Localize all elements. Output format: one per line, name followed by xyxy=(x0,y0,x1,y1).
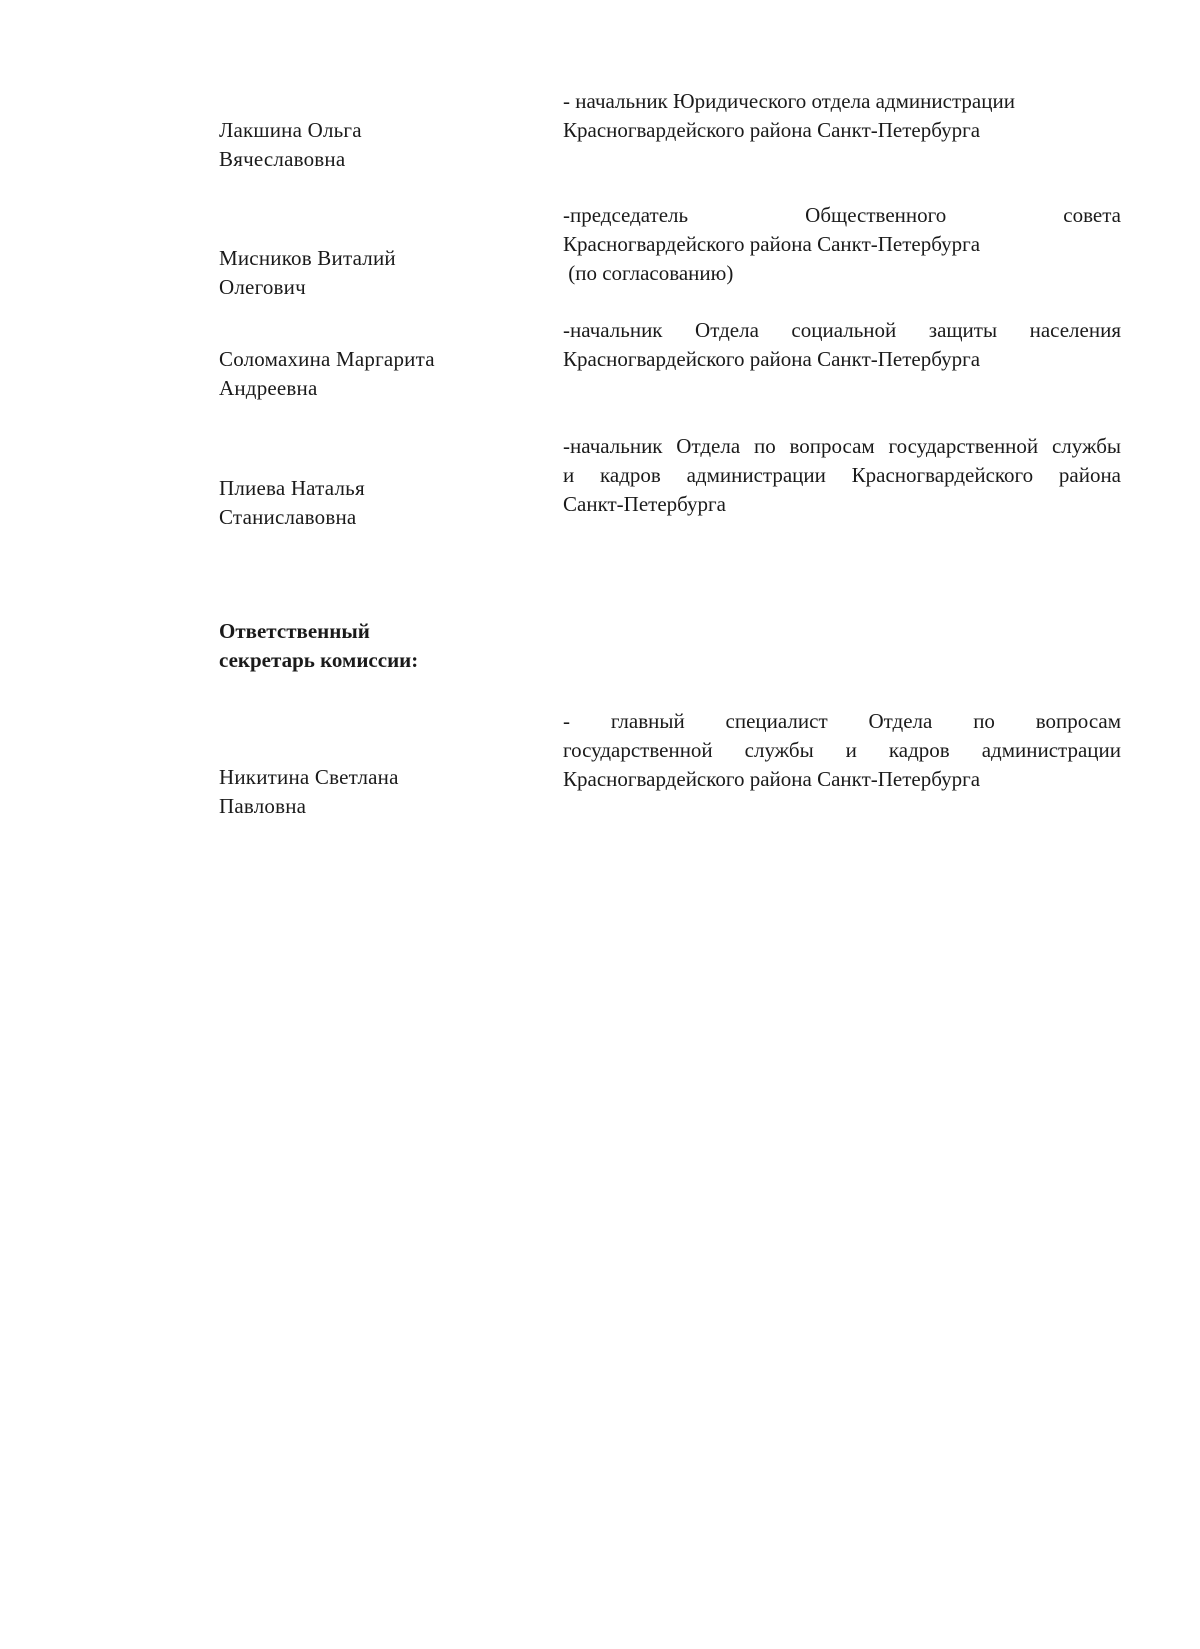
member-role-line: и кадров администрации Красногвардейского района xyxy=(563,463,1121,487)
member-role-line: Красногвардейского района Санкт-Петербурга xyxy=(563,232,981,256)
member-name-plieva xyxy=(219,474,519,532)
member-name-line: Олегович xyxy=(219,275,306,299)
member-role-misnikov xyxy=(563,201,1121,288)
member-role-line: - начальник Юридического отдела администрации xyxy=(563,89,1015,113)
member-name-line: Павловна xyxy=(219,794,307,818)
member-role-line: Красногвардейского района Санкт-Петербурга xyxy=(563,118,981,142)
member-name-line: Андреевна xyxy=(219,376,318,400)
member-name-line: Никитина Светлана xyxy=(219,765,399,789)
member-role-line: -начальник Отдела социальной защиты населения xyxy=(563,318,1121,342)
secretary-section-title xyxy=(219,617,539,675)
member-name-line: Соломахина Маргарита xyxy=(219,347,435,371)
member-role-line: государственной службы и кадров администрации xyxy=(563,738,1121,762)
member-role-line: (по согласованию) xyxy=(563,261,734,285)
member-role-line: Санкт-Петербурга xyxy=(563,492,726,516)
member-role-line: -начальник Отдела по вопросам государственной службы xyxy=(563,434,1121,458)
member-role-line: Красногвардейского района Санкт-Петербурга xyxy=(563,347,981,371)
member-name-lakshina xyxy=(219,116,519,174)
section-title-line: Ответственный xyxy=(219,619,370,643)
member-name-line: Мисников Виталий xyxy=(219,246,396,270)
member-name-solomakhina xyxy=(219,345,519,403)
member-name-line: Станиславовна xyxy=(219,505,357,529)
secretary-name xyxy=(219,763,519,821)
member-role-line: Красногвардейского района Санкт-Петербурга xyxy=(563,767,981,791)
member-name-line: Плиева Наталья xyxy=(219,476,365,500)
member-role-solomakhina xyxy=(563,316,1121,374)
member-role-plieva xyxy=(563,432,1121,519)
member-name-line: Вячеславовна xyxy=(219,147,346,171)
member-role-lakshina xyxy=(563,87,1121,145)
member-role-line: - главный специалист Отдела по вопросам xyxy=(563,709,1121,733)
member-name-misnikov xyxy=(219,244,519,302)
member-name-line: Лакшина Ольга xyxy=(219,118,362,142)
section-title-line: секретарь комиссии: xyxy=(219,648,419,672)
secretary-role xyxy=(563,707,1121,794)
member-role-line: -председатель Общественного совета xyxy=(563,203,1121,227)
